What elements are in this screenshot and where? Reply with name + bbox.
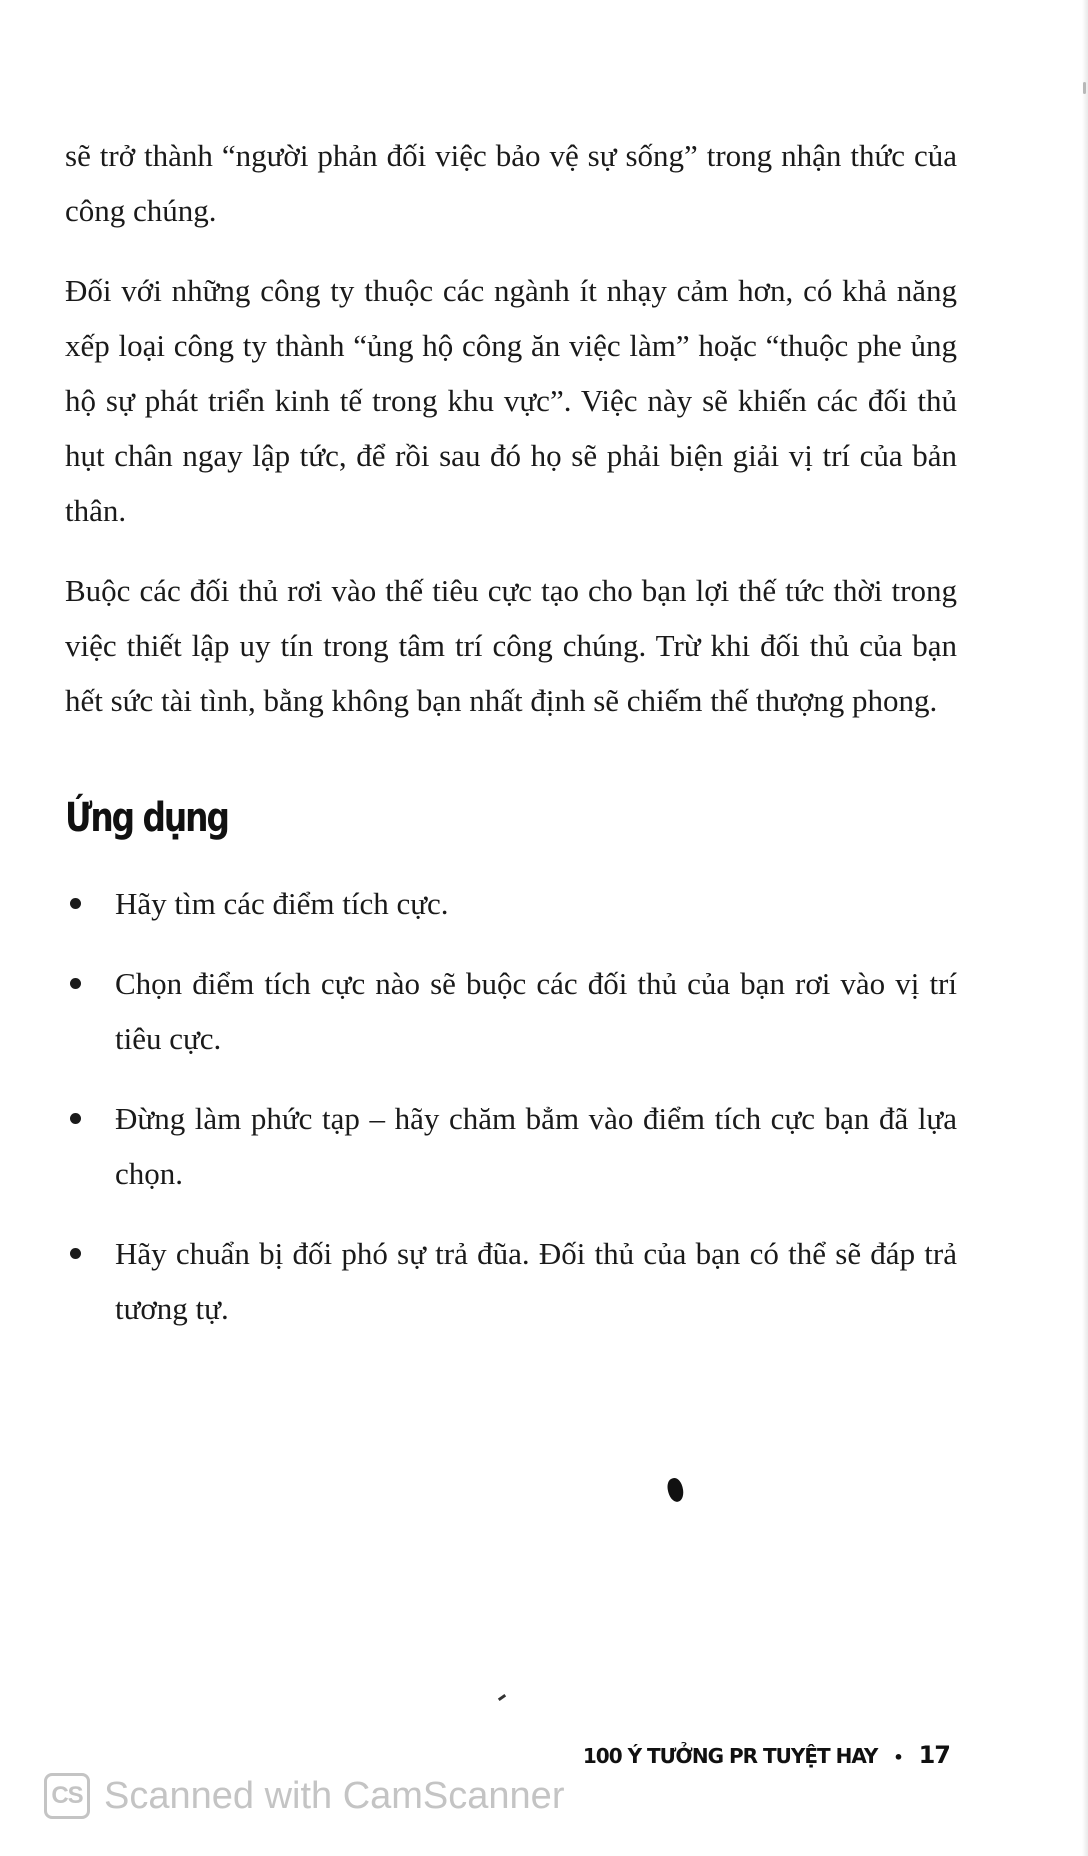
scan-speck xyxy=(1083,82,1086,94)
bullet-dot-icon xyxy=(70,978,81,989)
footer-book-title: 100 Ý TƯỞNG PR TUYỆT HAY xyxy=(582,1744,878,1768)
ink-mark xyxy=(498,1694,506,1701)
camscanner-logo-icon: CS xyxy=(44,1773,90,1819)
watermark-text: Scanned with CamScanner xyxy=(104,1774,565,1817)
camscanner-watermark xyxy=(44,1773,564,1819)
bullet-item-3 xyxy=(65,1091,957,1201)
footer-separator: • xyxy=(893,1748,903,1767)
paragraph-3: Buộc các đối thủ rơi vào thế tiêu cực tạo cho bạn lợi thế tức thời trong việc thiết lập uy tín trong tâm trí công chúng. Trừ khi đối thủ của bạn hết sức tài tình, bằng không bạn nhất định sẽ chiếm thế thượng phong. xyxy=(65,573,957,718)
page-body xyxy=(65,128,957,1361)
paragraph-2: Đối với những công ty thuộc các ngành ít nhạy cảm hơn, có khả năng xếp loại công ty thành “ủng hộ công ăn việc làm” hoặc “thuộc phe ủng hộ sự phát triển kinh tế trong khu vực”. Việc này sẽ khiến các đối thủ hụt chân ngay lập tức, để rồi sau đó họ sẽ phải biện giải vị trí của bản thân. xyxy=(65,273,957,528)
page-edge xyxy=(1082,0,1088,1856)
bullet-text: Hãy tìm các điểm tích cực. xyxy=(115,886,449,921)
bullet-dot-icon xyxy=(70,1113,81,1124)
ink-blot xyxy=(665,1476,686,1503)
paragraph-1: sẽ trở thành “người phản đối việc bảo vệ sự sống” trong nhận thức của công chúng. xyxy=(65,138,957,228)
bullet-dot-icon xyxy=(70,898,81,909)
bullet-text: Hãy chuẩn bị đối phó sự trả đũa. Đối thủ của bạn có thể sẽ đáp trả tương tự. xyxy=(115,1236,957,1326)
bullet-list xyxy=(65,876,957,1336)
bullet-item-4 xyxy=(65,1226,957,1336)
bullet-text: Đừng làm phức tạp – hãy chăm bẳm vào điểm tích cực bạn đã lựa chọn. xyxy=(115,1101,957,1191)
bullet-dot-icon xyxy=(70,1248,81,1259)
bullet-text: Chọn điểm tích cực nào sẽ buộc các đối thủ của bạn rơi vào vị trí tiêu cực. xyxy=(115,966,957,1056)
bullet-item-2 xyxy=(65,956,957,1066)
page-number: 17 xyxy=(918,1741,950,1769)
bullet-item-1 xyxy=(65,876,957,931)
page-footer xyxy=(583,1741,950,1769)
section-heading: Ứng dụng xyxy=(65,795,228,841)
